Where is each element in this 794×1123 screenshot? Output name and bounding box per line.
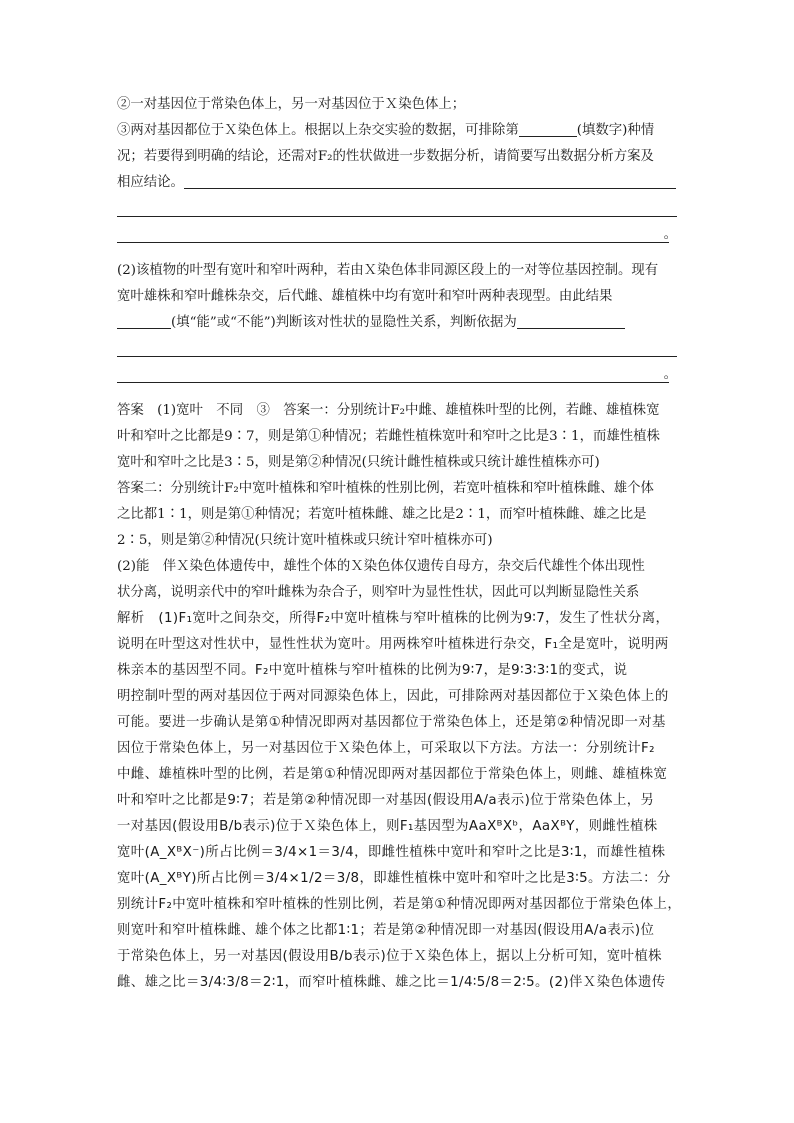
explanation-line: 因位于常染色体上，另一对基因位于Ｘ染色体上，可采取以下方法。方法一：分别统计F₂ [117, 741, 655, 756]
fill-blank-basis[interactable] [517, 312, 625, 329]
question-line-2 [117, 118, 677, 144]
answer-blank-line-end[interactable] [117, 362, 677, 388]
explanation-line: 株亲本的基因型不同。F₂中宽叶植株与窄叶植株的比例为9∶7，是9∶3∶3∶1的变式，说 [117, 663, 628, 678]
text: (2)该植物的叶型有宽叶和窄叶两种，若由Ｘ染色体非同源区段上的一对等位基因控制。现有 [117, 263, 659, 278]
explanation-section [117, 606, 682, 996]
period: 。 [663, 227, 677, 242]
explanation-line: 则宽叶和窄叶植株雌、雄个体之比都1∶1；若是第②种情况即一对基因(假设用A/a表示)位 [117, 923, 655, 938]
explanation-line: 宽叶(A_XᴮY)所占比例＝3/4×1/2＝3/8，即雄性植株中宽叶和窄叶之比是3∶5。方法二：分 [117, 871, 671, 886]
text: ③两对基因都位于Ｘ染色体上。根据以上杂交实验的数据，可排除第 [117, 123, 519, 138]
period: 。 [663, 367, 677, 382]
text: 宽叶雄株和窄叶雌株杂交，后代雌、雄植株中均有宽叶和窄叶两种表现型。由此结果 [117, 289, 613, 304]
explanation-line: 明控制叶型的两对基因位于两对同源染色体上，因此，可排除两对基因都位于Ｘ染色体上的 [117, 689, 669, 704]
answer-line: 状分离，说明亲代中的窄叶雌株为杂合子，则窄叶为显性性状，因此可以判断显隐性关系 [117, 585, 640, 600]
question-2-line-2 [117, 284, 677, 310]
text: (填数字)种情 [576, 123, 655, 138]
question-2-line-1 [117, 258, 677, 284]
answer-line: 之比都1∶1，则是第①种情况；若宽叶植株雌、雄之比是2∶1，而窄叶植株雌、雄之比是 [117, 507, 647, 522]
text: 况；若要得到明确的结论，还需对F₂的性状做进一步数据分析，请简要写出数据分析方案及 [117, 149, 654, 164]
answer-line: 宽叶和窄叶之比是3∶5，则是第②种情况(只统计雌性植株或只统计雄性植株亦可) [117, 455, 600, 470]
explanation-line: 中雌、雄植株叶型的比例，若是第①种情况即两对基因都位于常染色体上，则雌、雄植株宽 [117, 767, 668, 782]
answer-blank-line[interactable] [117, 336, 677, 362]
question-line-1 [117, 92, 677, 118]
fill-blank-number[interactable] [519, 120, 577, 137]
answer-blank[interactable] [184, 172, 676, 189]
answer-line: (2)能 伴Ｘ染色体遗传中，雄性个体的Ｘ染色体仅遗传自母方，杂交后代雄性个体出现性 [117, 559, 645, 574]
answer-blank-line[interactable] [117, 196, 677, 222]
answer-section [117, 398, 677, 606]
explanation-line: 于常染色体上，另一对基因(假设用B/b表示)位于Ｘ染色体上，据以上分析可知，宽叶植株 [117, 949, 662, 964]
explanation-line: 宽叶(A_XᴮX⁻)所占比例＝3/4×1＝3/4，即雌性植株中宽叶和窄叶之比是3∶1，而雄性植株 [117, 845, 666, 860]
fill-blank-can[interactable] [117, 312, 171, 329]
explanation-line: 说明在叶型这对性状中，显性性状为宽叶。用两株窄叶植株进行杂交，F₁全是宽叶，说明两 [117, 637, 669, 652]
question-line-4 [117, 170, 677, 196]
explanation-line: 别统计F₂中宽叶植株和窄叶植株的性别比例，若是第①种情况即两对基因都位于常染色体上， [117, 897, 682, 912]
answer-blank-line-end[interactable] [117, 222, 677, 248]
explanation-line: 雌、雄之比＝3/4∶3/8＝2∶1，而窄叶植株雌、雄之比＝1/4∶5/8＝2∶5。(2)伴Ｘ染色体遗传 [117, 975, 666, 990]
document-page [117, 92, 682, 996]
text: (填“能”或“不能”)判断该对性状的显隐性关系，判断依据为 [171, 315, 517, 330]
text: 相应结论。 [117, 175, 184, 190]
answer-line: 答案二：分别统计F₂中宽叶植株和窄叶植株的性别比例，若宽叶植株和窄叶植株雌、雄个体 [117, 481, 654, 496]
explanation-line: 叶和窄叶之比都是9∶7；若是第②种情况即一对基因(假设用A/a表示)位于常染色体上，另 [117, 793, 655, 808]
answer-line: 叶和窄叶之比都是9∶7，则是第①种情况；若雌性植株宽叶和窄叶之比是3∶1，而雄性植株 [117, 429, 660, 444]
explanation-line: 可能。要进一步确认是第①种情况即两对基因都位于常染色体上，还是第②种情况即一对基 [117, 715, 666, 730]
explanation-line: 一对基因(假设用B/b表示)位于Ｘ染色体上，则F₁基因型为AaXᴮXᵇ，AaXᴮY，则雌性植株 [117, 819, 658, 834]
text: ②一对基因位于常染色体上，另一对基因位于Ｘ染色体上； [117, 97, 466, 112]
explanation-line: 解析 (1)F₁宽叶之间杂交，所得F₂中宽叶植株与窄叶植株的比例为9∶7，发生了性状分离， [117, 611, 670, 626]
answer-line: 2∶5，则是第②种情况(只统计宽叶植株或只统计窄叶植株亦可) [117, 533, 493, 548]
question-2-line-3 [117, 310, 677, 336]
question-line-3 [117, 144, 677, 170]
answer-line: 答案 (1)宽叶 不同 ③ 答案一：分别统计F₂中雌、雄植株叶型的比例，若雌、雄植株宽 [117, 403, 660, 418]
